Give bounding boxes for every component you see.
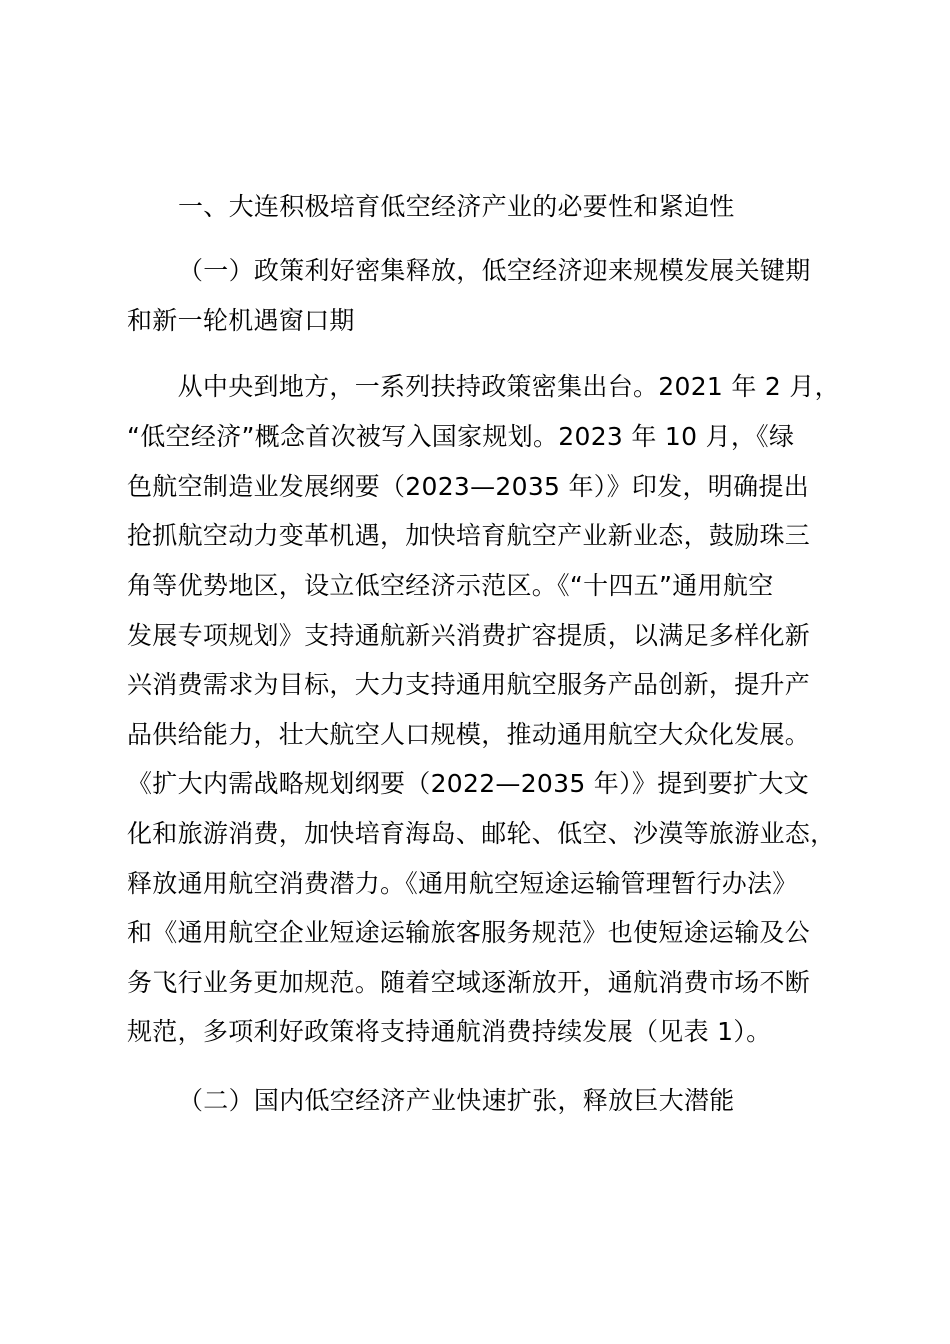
paragraph-line: 兴消费需求为目标，大力支持通用航空服务产品创新，提升产 — [127, 670, 811, 699]
paragraph-line: 从中央到地方，一系列扶持政策密集出台。2021 年 2 月， — [127, 372, 840, 401]
paragraph-line: 品供给能力，壮大航空人口规模，推动通用航空大众化发展。 — [127, 720, 811, 749]
paragraph-line: 释放通用航空消费潜力。《通用航空短途运输管理暂行办法》 — [127, 869, 798, 898]
paragraph-line: “低空经济”概念首次被写入国家规划。2023 年 10 月，《绿 — [127, 422, 795, 451]
paragraph-line: 和《通用航空企业短途运输旅客服务规范》也使短途运输及公 — [127, 918, 811, 947]
paragraph-line: 抢抓航空动力变革机遇，加快培育航空产业新业态，鼓励珠三 — [127, 521, 811, 550]
section1-title-line2: 和新一轮机遇窗口期 — [127, 306, 355, 335]
paragraph-line: 务飞行业务更加规范。随着空域逐渐放开，通航消费市场不断 — [127, 968, 811, 997]
paragraph-line: 化和旅游消费，加快培育海岛、邮轮、低空、沙漠等旅游业态， — [127, 819, 836, 848]
main-heading: 一、大连积极培育低空经济产业的必要性和紧迫性 — [178, 192, 735, 221]
section1-title-line1: （一）政策利好密集释放，低空经济迎来规模发展关键期 — [178, 256, 811, 285]
section2-title: （二）国内低空经济产业快速扩张，释放巨大潜能 — [178, 1086, 735, 1115]
paragraph-line: 规范，多项利好政策将支持通航消费持续发展（见表 1）。 — [127, 1017, 772, 1046]
paragraph-line: 《扩大内需战略规划纲要（2022—2035 年）》提到要扩大文 — [127, 769, 809, 798]
paragraph-line: 角等优势地区，设立低空经济示范区。《“十四五”通用航空 — [127, 571, 774, 600]
paragraph-line: 色航空制造业发展纲要（2023—2035 年）》印发，明确提出 — [127, 472, 809, 501]
paragraph-line: 发展专项规划》支持通航新兴消费扩容提质，以满足多样化新 — [127, 621, 811, 650]
